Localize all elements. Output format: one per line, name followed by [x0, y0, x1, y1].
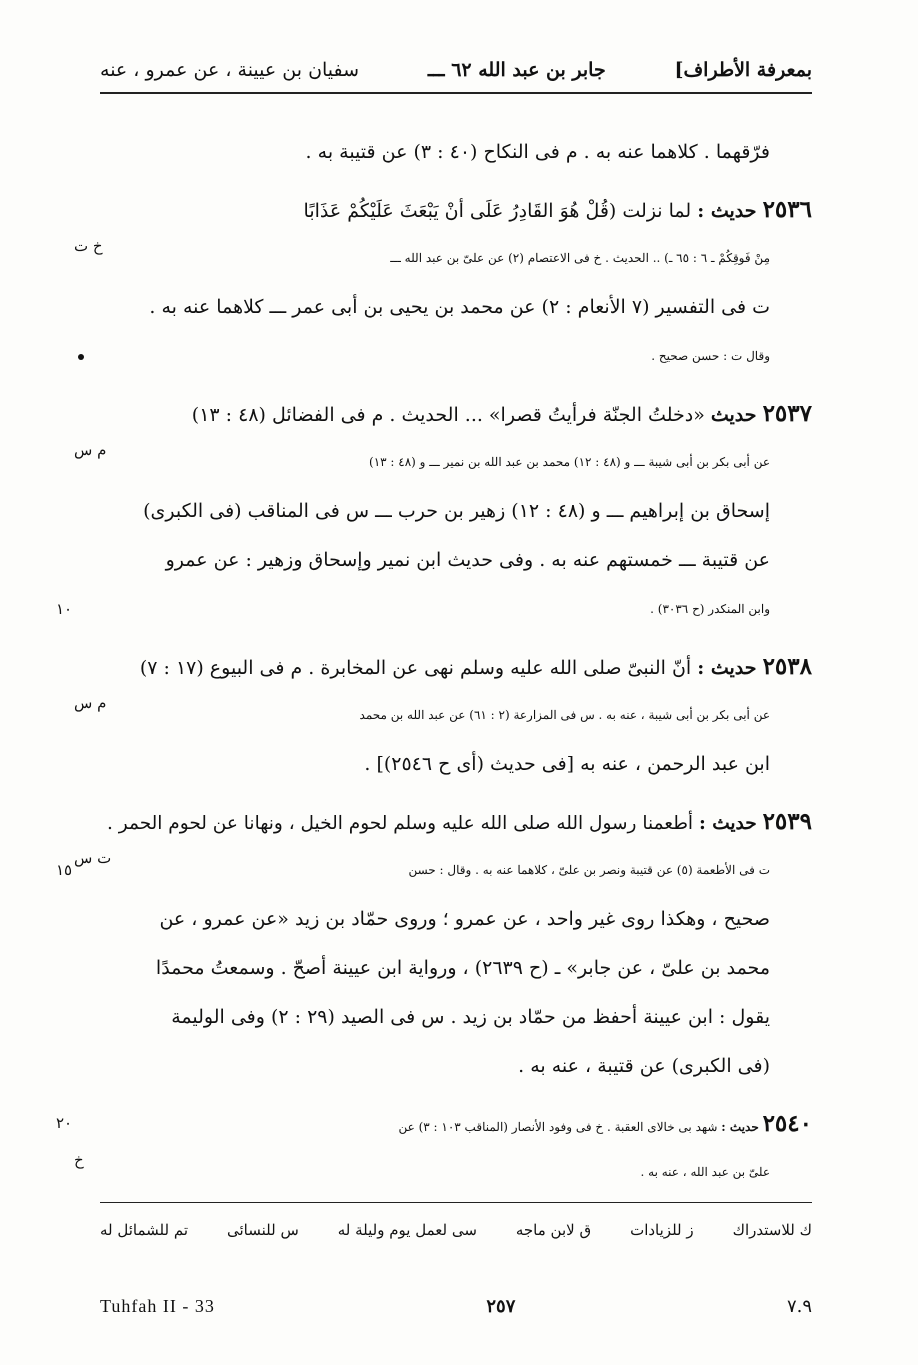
- line-text: صحيح ، وهكذا روى غير واحد ، عن عمرو ؛ وروى حمّاد بن زيد «عن عمرو ، عن: [159, 908, 770, 930]
- line-text: أطعمنا رسول الله صلى الله عليه وسلم لحوم الخيل ، ونهانا عن لحوم الحمر .: [107, 813, 699, 834]
- hadith-label: حديث :: [697, 657, 757, 679]
- hadith-first-line: [100, 797, 812, 846]
- text-line: [100, 487, 812, 536]
- page-footer: [100, 1288, 812, 1324]
- text-line: [100, 283, 812, 332]
- line-text: شهد بى خالاى العقبة . خ فى وفود الأنصار (المناقب ١٠٣ : ٣) عن: [398, 1120, 722, 1134]
- hadith-first-line: [100, 389, 812, 438]
- margin-sigla: ت س: [74, 849, 112, 867]
- line-text: مِنْ فَوقِكُمْ ـ ٦ : ٦٥ ـ) .. الحديث . خ فى الاعتصام (٢) عن علىّ بن عبد الله ـــ: [390, 251, 770, 265]
- line-text: عن أبى بكر بن أبى شيبة ـــ و (٤٨ : ١٢) محمد بن عبد الله بن نمير ـــ و (٤٨ : ١٣): [369, 455, 770, 469]
- line-text: عن أبى بكر بن أبى شيبة ، عنه به . س فى المزارعة (٢ : ٦١) عن عبد الله بن محمد: [359, 708, 770, 722]
- hadith-number: ٢٥٣٦: [762, 196, 812, 223]
- hadith-first-line: [100, 642, 812, 691]
- hadith-gap: [100, 789, 812, 797]
- text-line: [100, 1042, 812, 1091]
- hadith-gap: [100, 634, 812, 642]
- legend-item: تم للشمائل له: [100, 1221, 189, 1239]
- header-section-title: بمعرفة الأطراف]: [674, 59, 812, 81]
- footer-index-number: ٧.٩: [786, 1295, 812, 1317]
- margin-line-number: ١٠: [56, 600, 73, 618]
- hadith-first-line: [56, 1099, 812, 1148]
- hadith-gap: [100, 1091, 812, 1099]
- line-text: ت فى الأطعمة (٥) عن قتيبة ونصر بن علىّ ، كلاهما عنه به . وقال : حسن: [408, 863, 770, 877]
- hadith-label: حديث :: [698, 813, 757, 834]
- margin-sigla: خ ت: [74, 237, 103, 255]
- hadith-number: ٢٥٣٨: [762, 653, 812, 680]
- header-chain: سفيان بن عيينة ، عن عمرو ، عنه: [100, 59, 360, 81]
- text-line: [100, 332, 812, 381]
- line-text: لما نزلت (قُلْ هُوَ القَادِرُ عَلَى أنْ يَبْعَثَ عَلَيْكُمْ عَذَابًا: [303, 200, 698, 222]
- footer-volume-ref: Tuhfah II - 33: [100, 1295, 215, 1316]
- hadith-label: حديث :: [721, 1120, 759, 1134]
- text-line: [74, 691, 812, 740]
- hadith-number: ٢٥٤٠: [762, 1110, 812, 1137]
- line-text: فرّقهما . كلاهما عنه به . م فى النكاح (٤٠ : ٣) عن قتيبة به .: [305, 141, 770, 163]
- header-chapter-title: جابر بن عبد الله ٦٢ ـــ: [427, 59, 606, 81]
- line-text: محمد بن علىّ ، عن جابر» ـ (ح ٢٦٣٩) ، ورواية ابن عيينة أصحّ . وسمعتُ محمدًا: [155, 957, 770, 979]
- text-line: [56, 846, 812, 895]
- line-text: يقول : ابن عيينة أحفظ من حمّاد بن زيد . س فى الصيد (٢٩ : ٢) وفى الوليمة: [171, 1006, 770, 1028]
- line-text: ابن عبد الرحمن ، عنه به [فى حديث (أى ح ٢٥٤٦)] .: [364, 753, 770, 775]
- line-text: «دخلتُ الجنّة فرأيتُ قصرا» ... الحديث . م فى الفضائل (٤٨ : ١٣): [191, 404, 711, 426]
- legend-item: س للنسائى: [226, 1221, 299, 1239]
- page-body: [56, 128, 812, 1197]
- margin-sigla: م س: [74, 441, 107, 459]
- text-line: [100, 895, 812, 944]
- line-text: أنّ النبىّ صلى الله عليه وسلم نهى عن المخابرة . م فى البيوع (١٧ : ٧): [139, 657, 698, 679]
- line-text: وابن المنكدر (ح ٣٠٣٦) .: [650, 602, 770, 616]
- line-text: ت فى التفسير (٧ الأنعام : ٢) عن محمد بن يحيى بن أبى عمر ـــ كلاهما عنه به .: [149, 296, 770, 318]
- legend-item: ق لابن ماجه: [515, 1221, 592, 1239]
- line-text: إسحاق بن إبراهيم ـــ و (٤٨ : ١٢) زهير بن حرب ـــ س فى المناقب (فى الكبرى): [143, 500, 770, 522]
- hadith-number: ٢٥٣٧: [762, 400, 812, 427]
- running-header: [100, 48, 812, 94]
- text-line: [100, 944, 812, 993]
- text-line: [100, 993, 812, 1042]
- hadith-label: حديث: [710, 404, 757, 426]
- line-text: عن قتيبة ـــ خمستهم عنه به . وفى حديث ابن نمير وإسحاق وزهير : عن عمرو: [165, 549, 770, 571]
- text-line: [74, 438, 812, 487]
- hadith-number: ٢٥٣٩: [762, 808, 812, 835]
- legend-item: ز للزيادات: [630, 1221, 694, 1239]
- text-line: [74, 234, 812, 283]
- legend-item: سى لعمل يوم وليلة له: [337, 1221, 477, 1239]
- legend-item: ك للاستدراك: [732, 1221, 812, 1239]
- hadith-first-line: [100, 185, 812, 234]
- margin-sigla: خ: [74, 1151, 84, 1169]
- text-line: [100, 740, 812, 789]
- text-line: [100, 536, 812, 585]
- line-text: علىّ بن عبد الله ، عنه به .: [640, 1165, 770, 1179]
- hadith-gap: [100, 177, 812, 185]
- footnote-divider: [100, 1202, 812, 1203]
- hadith-label: حديث :: [697, 200, 757, 222]
- text-line: [100, 128, 812, 177]
- margin-line-number: ١٥: [56, 861, 73, 879]
- line-text: (فى الكبرى) عن قتيبة ، عنه به .: [518, 1055, 770, 1077]
- margin-dot: [78, 354, 84, 360]
- page-number: ٢٥٧: [486, 1295, 516, 1317]
- sigla-legend: [100, 1210, 812, 1250]
- line-text: وقال ت : حسن صحيح .: [651, 349, 770, 363]
- text-line: [56, 585, 812, 634]
- hadith-gap: [100, 381, 812, 389]
- margin-line-number: ٢٠: [56, 1114, 73, 1132]
- text-line: [74, 1148, 812, 1197]
- margin-sigla: م س: [74, 694, 107, 712]
